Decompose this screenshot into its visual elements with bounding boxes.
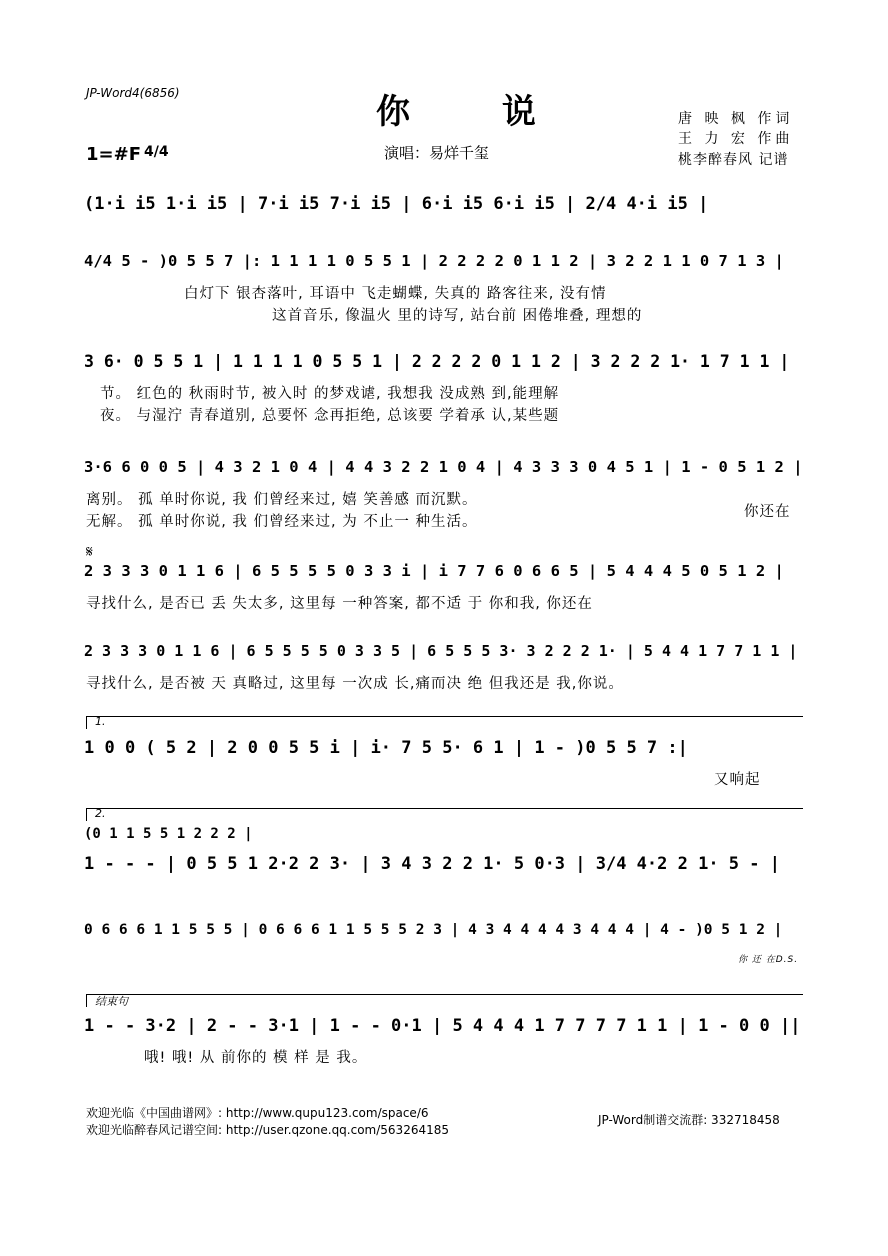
notes-row-7: 1 0 0 ( 5 2 | 2 0 0 5 5 i | i· 7 5 5· 6 1 | 1 - )0 5 5 7 :| (84, 738, 688, 758)
notes-row-9: 0 6 6 6 1 1 5 5 5 | 0 6 6 6 1 1 5 5 5 2 3 | 4 3 4 4 4 4 3 4 4 4 | 4 - )0 5 1 2 | (84, 922, 783, 938)
notes-row-4: 3·6 6 0 0 5 | 4 3 2 1 0 4 | 4 4 3 2 2 1 0 4 | 4 3 3 3 0 4 5 1 | 1 - 0 5 1 2 | (84, 458, 803, 476)
lyrics-row-10-verse-1: 哦! 哦! 从 前你的 模 样 是 我。 (144, 1050, 368, 1066)
software-label: JP-Word4(6856) (86, 86, 180, 100)
lyrics-row-7-verse-1: 又响起 (714, 772, 761, 788)
lyricist-credit: 唐 映 枫 作词 (678, 111, 794, 127)
lyrics-row-2-verse-1: 白灯下 银杏落叶, 耳语中 飞走蝴蝶, 失真的 路客往来, 没有情 (184, 286, 607, 302)
segno-sign: 𝄋 (86, 542, 93, 561)
volta-1: 1. (86, 716, 803, 729)
transcriber-credit: 桃李醉春风 记谱 (678, 152, 789, 168)
notes-row-6: 2 3 3 3 0 1 1 6 | 6 5 5 5 5 0 3 3 5 | 6 5 5 5 3· 3 2 2 2 1· | 5 4 4 1 7 7 1 1 | (84, 642, 798, 660)
side-lyric-row-4: 你还在 (744, 504, 791, 520)
song-title: 你 说 (376, 92, 576, 132)
lyrics-row-4-verse-1: 离别。 孤 单时你说, 我 们曾经来过, 嬉 笑善感 而沉默。 (86, 492, 478, 508)
footer-group: JP-Word制谱交流群: 332718458 (598, 1113, 780, 1127)
composer-credit: 王 力 宏 作曲 (678, 131, 794, 147)
lyrics-row-5-verse-1: 寻找什么, 是否已 丢 失太多, 这里每 一种答案, 都不适 于 你和我, 你还在 (86, 596, 593, 612)
volta-2: 2. (86, 808, 803, 821)
ending-bracket: 结束句 (86, 994, 803, 1007)
singer-credit: 演唱：易烊千玺 (384, 144, 490, 162)
lyrics-row-3-verse-2: 夜。 与湿泞 青春道别, 总要怀 念再拒绝, 总该要 学着承 认,某些题 (100, 408, 560, 424)
lyrics-row-6-verse-1: 寻找什么, 是否被 天 真略过, 这里每 一次成 长,痛而决 绝 但我还是 我,你说。 (86, 676, 624, 692)
lyrics-row-2-verse-2: 这首音乐, 像温火 里的诗写, 站台前 困倦堆叠, 理想的 (272, 308, 643, 324)
key-signature: 1=#F (86, 144, 141, 165)
time-signature: 4/4 (144, 144, 169, 160)
notes-row-1: (1·i i5 1·i i5 | 7·i i5 7·i i5 | 6·i i5 6·i i5 | 2/4 4·i i5 | (84, 194, 709, 214)
lyrics-row-4-verse-2: 无解。 孤 单时你说, 我 们曾经来过, 为 不止一 种生活。 (86, 514, 478, 530)
notes-row-3: 3 6· 0 5 5 1 | 1 1 1 1 0 5 5 1 | 2 2 2 2 0 1 1 2 | 3 2 2 2 1· 1 7 1 1 | (84, 352, 790, 371)
lyrics-row-3-verse-1: 节。 红色的 秋雨时节, 被入时 的梦戏谑, 我想我 没成熟 到,能理解 (100, 386, 560, 402)
footer-link-1: 欢迎光临《中国曲谱网》: http://www.qupu123.com/space/6 (86, 1106, 429, 1120)
ds-marking: 你 还 在D.S. (738, 955, 799, 965)
notes-row-10: 1 - - 3·2 | 2 - - 3·1 | 1 - - 0·1 | 5 4 4 4 1 7 7 7 7 1 1 | 1 - 0 0 || (84, 1016, 801, 1036)
footer-link-2: 欢迎光临醉春风记谱空间: http://user.qzone.qq.com/563264185 (86, 1123, 450, 1137)
notes-row-2: 4/4 5 - )0 5 5 7 |: 1 1 1 1 0 5 5 1 | 2 2 2 2 0 1 1 2 | 3 2 2 1 1 0 7 1 3 | (84, 252, 784, 270)
notes-row-5: 2 3 3 3 0 1 1 6 | 6 5 5 5 5 0 3 3 i | i 7 7 6 0 6 6 5 | 5 4 4 4 5 0 5 1 2 | (84, 562, 784, 580)
pre-notes-row-8: (0 1 1 5 5 1 2 2 2 | (84, 826, 253, 842)
notes-row-8: 1 - - - | 0 5 5 1 2·2 2 3· | 3 4 3 2 2 1· 5 0·3 | 3/4 4·2 2 1· 5 - | (84, 854, 780, 874)
